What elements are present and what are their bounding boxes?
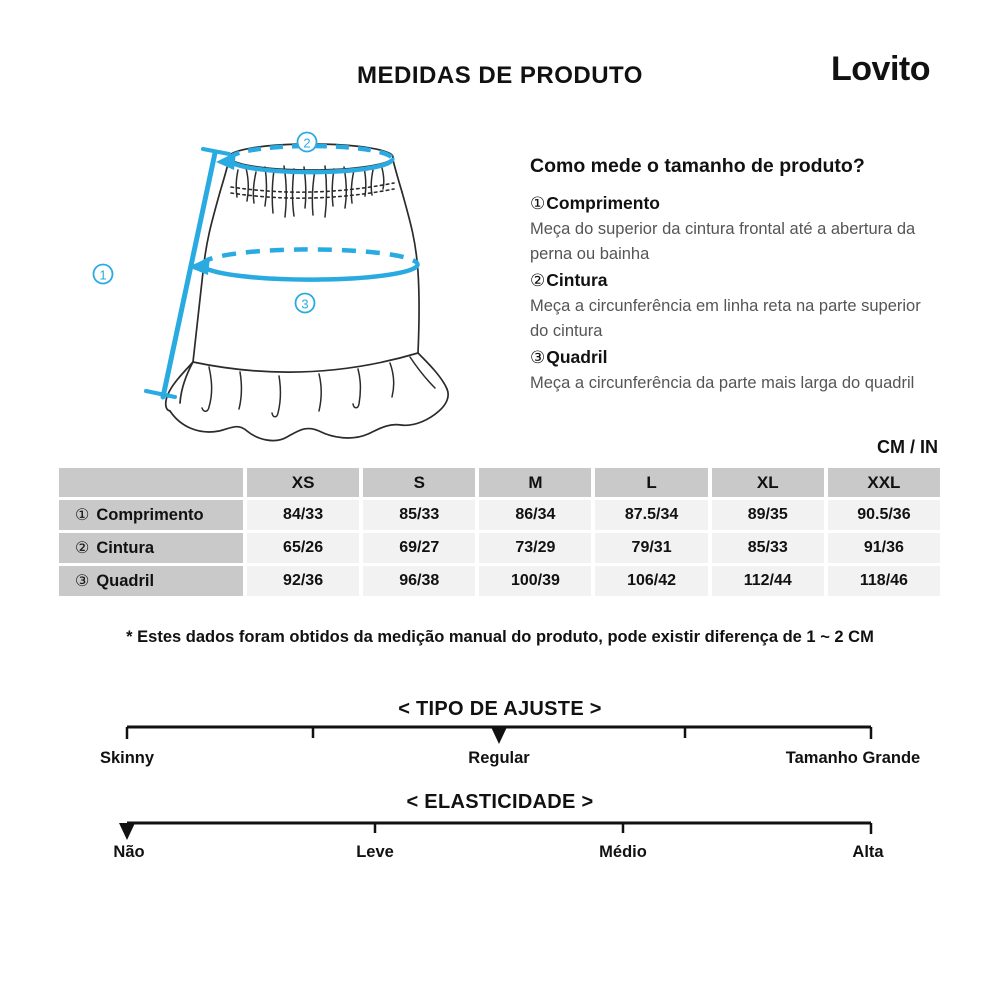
table-cell: 86/34: [479, 500, 591, 530]
elasticity-scale-labels: [100, 843, 900, 865]
elasticity-label-nao: Não: [113, 843, 145, 861]
table-cell: 118/46: [828, 566, 940, 596]
how-to-item-waist: [530, 267, 942, 344]
item-number: ①: [530, 194, 546, 213]
how-to-item-hip: [530, 344, 942, 396]
item-description: Meça do superior da cintura frontal até a abertura da perna ou bainha: [530, 220, 916, 263]
row-name: Quadril: [96, 571, 155, 590]
table-cell: 85/33: [363, 500, 475, 530]
item-description: Meça a circunferência da parte mais larga do quadril: [530, 374, 915, 392]
column-header-xl: XL: [712, 468, 824, 497]
table-corner-cell: [59, 468, 243, 497]
measurement-disclaimer: * Estes dados foram obtidos da medição manual do produto, pode existir diferença de 1 ~ 2 CM: [126, 628, 874, 646]
item-name: Quadril: [546, 347, 608, 367]
how-to-item-length: [530, 190, 942, 267]
brand-logo: Lovito: [831, 50, 930, 88]
column-header-s: S: [363, 468, 475, 497]
row-number: ②: [75, 540, 90, 557]
elasticity-marker-triangle: [119, 823, 135, 840]
length-measure-line: [163, 153, 215, 397]
item-description: Meça a circunferência em linha reta na parte superior do cintura: [530, 297, 921, 340]
table-cell: 112/44: [712, 566, 824, 596]
elasticity-scale-axis: [100, 818, 900, 846]
fit-label-tamanho-grande: Tamanho Grande: [785, 749, 921, 767]
table-cell: 91/36: [828, 533, 940, 563]
row-label-comprimento: [59, 500, 243, 530]
table-cell: 69/27: [363, 533, 475, 563]
fit-marker-triangle: [491, 727, 507, 744]
table-cell: 87.5/34: [595, 500, 707, 530]
column-header-xs: XS: [247, 468, 359, 497]
elasticity-label-alta: Alta: [852, 843, 884, 861]
table-cell: 106/42: [595, 566, 707, 596]
hip-measure-ellipse: [202, 249, 417, 266]
column-header-l: L: [595, 468, 707, 497]
row-name: Cintura: [96, 538, 155, 557]
callout-number-length: 1: [99, 267, 107, 283]
callout-number-waist: 2: [303, 135, 311, 151]
fit-scale-axis: [100, 722, 900, 750]
table-cell: 65/26: [247, 533, 359, 563]
fit-scale-heading: < TIPO DE AJUSTE >: [398, 698, 602, 720]
table-cell: 100/39: [479, 566, 591, 596]
column-header-m: M: [479, 468, 591, 497]
item-name: Comprimento: [546, 193, 660, 213]
table-cell: 89/35: [712, 500, 824, 530]
table-cell: 85/33: [712, 533, 824, 563]
elasticity-scale-heading: < ELASTICIDADE >: [406, 791, 594, 813]
row-number: ③: [75, 573, 90, 590]
callout-number-hip: 3: [301, 296, 309, 312]
table-cell: 90.5/36: [828, 500, 940, 530]
elasticity-label-leve: Leve: [356, 843, 394, 861]
row-name: Comprimento: [96, 505, 204, 524]
table-cell: 79/31: [595, 533, 707, 563]
size-table: [59, 468, 940, 596]
item-number: ②: [530, 271, 546, 290]
fit-label-regular: Regular: [468, 749, 530, 767]
fit-label-skinny: Skinny: [99, 749, 155, 767]
row-label-cintura: [59, 533, 243, 563]
how-to-measure-panel: [530, 155, 942, 396]
page-title: MEDIDAS DE PRODUTO: [357, 62, 643, 89]
row-label-quadril: [59, 566, 243, 596]
units-label: CM / IN: [877, 437, 938, 457]
column-header-xxl: XXL: [828, 468, 940, 497]
item-number: ③: [530, 348, 546, 367]
table-cell: 84/33: [247, 500, 359, 530]
table-cell: 73/29: [479, 533, 591, 563]
fit-scale-labels: [99, 749, 921, 771]
elasticity-label-medio: Médio: [599, 843, 647, 861]
table-cell: 92/36: [247, 566, 359, 596]
table-cell: 96/38: [363, 566, 475, 596]
item-name: Cintura: [546, 270, 608, 290]
row-number: ①: [75, 507, 90, 524]
skirt-measurement-diagram: [70, 120, 520, 460]
how-to-heading: Como mede o tamanho de produto?: [530, 155, 865, 177]
